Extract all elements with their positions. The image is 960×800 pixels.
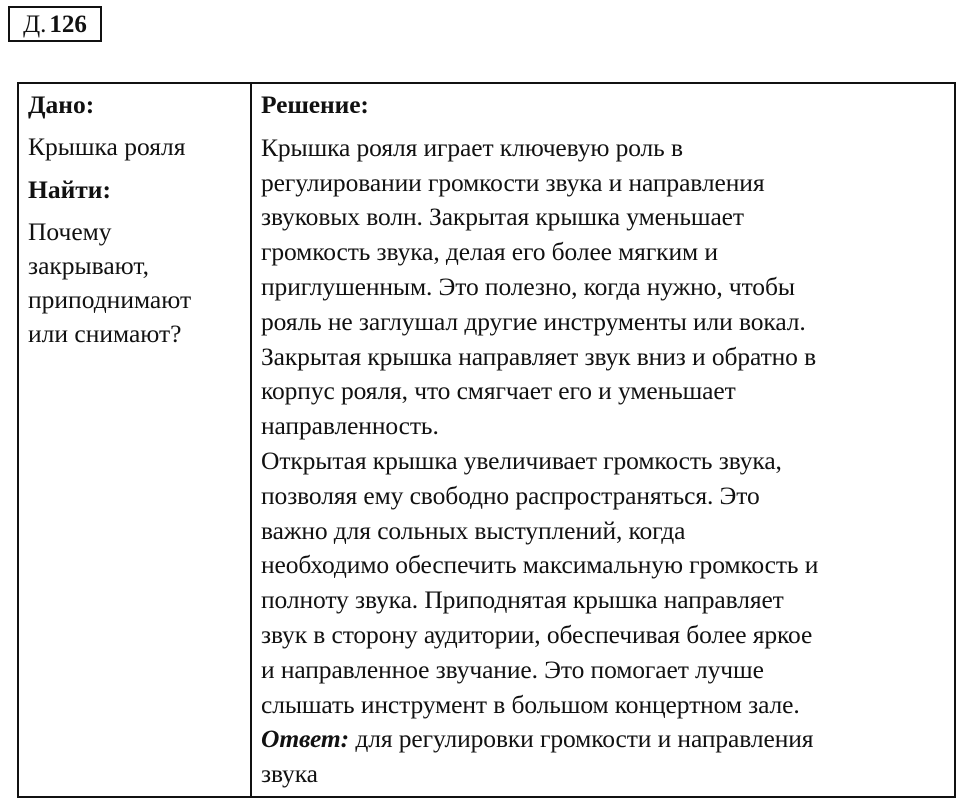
question-line: Почему [28,217,112,246]
solution-table [17,82,956,798]
solution-text [261,131,954,792]
solution-line: Крышка рояля играет ключевую роль в [261,132,683,162]
solution-line: слышать инструмент в большом концертном зале. [261,689,800,719]
solution-line: звуковых волн. Закрытая крышка уменьшает [261,202,744,232]
problem-number: 126 [49,10,87,38]
solution-line: рояль не заглушал другие инструменты или вокал. [261,306,806,336]
solution-line: необходимо обеспечить максимальную громкость и [261,550,819,580]
solution-line: корпус рояля, что смягчает его и уменьшает [261,376,736,406]
answer-label: Ответ: [261,724,350,754]
solution-line: направленность. [261,411,439,441]
solution-line: громкость звука, делая его более мягким и [261,237,718,267]
find-heading: Найти: [28,175,111,204]
solution-line: важно для сольных выступлений, когда [261,515,686,545]
question-line: закрывают, [28,251,150,280]
solution-line: звук в сторону аудитории, обеспечивая более яркое [261,619,813,649]
solution-line: приглушенным. Это полезно, когда нужно, чтобы [261,271,795,301]
question-line: или снимают? [28,319,182,348]
solution-line: Открытая крышка увеличивает громкость звука, [261,445,782,475]
solution-line: полноту звука. Приподнятая крышка направляет [261,585,784,615]
solution-heading: Решение: [261,90,369,119]
answer-text: для регулировки громкости и направления [349,724,814,754]
solution-line: позволяя ему свободно распространяться. Это [261,480,760,510]
find-question [28,215,250,351]
solution-line: и направленное звучание. Это помогает лучше [261,654,764,684]
answer-line [261,722,954,757]
given-heading: Дано: [28,90,95,119]
given-object: Крышка рояля [28,132,186,161]
problem-number-box [8,6,102,42]
solution-line: регулировании громкости звука и направления [261,167,765,197]
given-column [19,84,252,796]
question-line: приподнимают [28,285,192,314]
solution-column [252,84,954,796]
answer-line-continued: звука [261,759,318,789]
solution-line: Закрытая крышка направляет звук вниз и обратно в [261,341,817,371]
problem-prefix: Д. [23,10,47,38]
